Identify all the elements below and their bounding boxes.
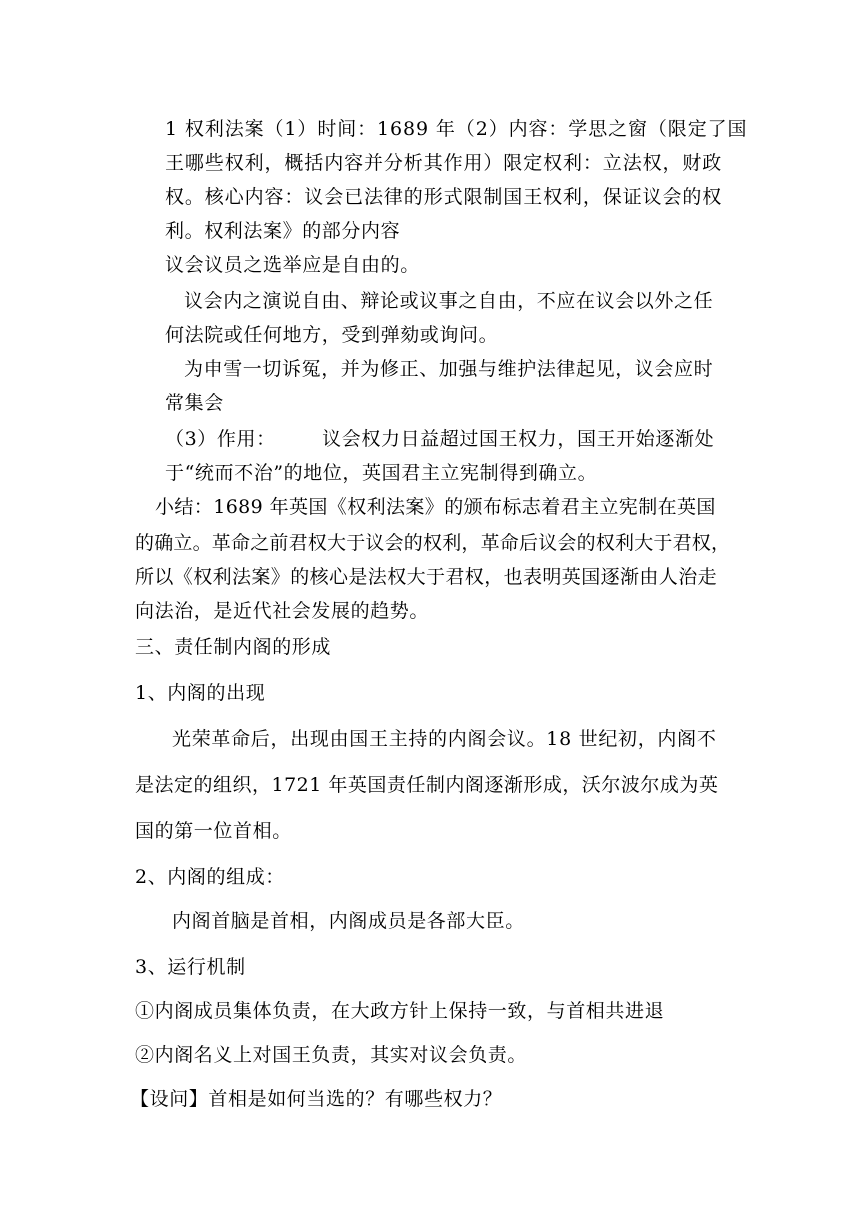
text-line: 光荣革命后，出现由国王主持的内阁会议。18 世纪初，内阁不 bbox=[172, 728, 717, 750]
text-line: 何法院或任何地方，受到弹劾或询问。 bbox=[165, 324, 499, 346]
text-line: 是法定的组织，1721 年英国责任制内阁逐渐形成，沃尔波尔成为英 bbox=[135, 774, 719, 796]
text-line: 内阁首脑是首相，内阁成员是各部大臣。 bbox=[172, 910, 525, 932]
text-line: 权。核心内容：议会已法律的形式限制国王权利，保证议会的权 bbox=[165, 186, 723, 208]
subsection-heading: 3、运行机制 bbox=[135, 956, 246, 978]
text-line: 的确立。革命之前君权大于议会的权利，革命后议会的权利大于君权， bbox=[135, 532, 731, 554]
text-line: 国的第一位首相。 bbox=[135, 820, 292, 842]
text-line: 常集会 bbox=[165, 392, 224, 414]
text-line: （3）作用： 议会权力日益超过国王权力，国王开始逐渐处 bbox=[165, 428, 715, 450]
text-line: 所以《权利法案》的核心是法权大于君权，也表明英国逐渐由人治走 bbox=[135, 566, 718, 588]
section-heading: 三、责任制内阁的形成 bbox=[135, 636, 332, 658]
question-line: 【设问】首相是如何当选的？有哪些权力？ bbox=[130, 1088, 503, 1110]
subsection-heading: 2、内阁的组成： bbox=[135, 866, 285, 888]
text-line: 议会内之演说自由、辩论或议事之自由，不应在议会以外之任 bbox=[184, 290, 714, 312]
text-line: 王哪些权利，概括内容并分析其作用）限定权利：立法权，财政 bbox=[165, 152, 723, 174]
list-item: ②内阁名义上对国王负责，其实对议会负责。 bbox=[135, 1044, 528, 1066]
text-line: 向法治，是近代社会发展的趋势。 bbox=[135, 600, 430, 622]
subsection-heading: 1、内阁的出现 bbox=[135, 682, 266, 704]
text-line: 1 权利法案（1）时间：1689 年（2）内容：学思之窗（限定了国 bbox=[165, 118, 748, 140]
text-line: 议会议员之选举应是自由的。 bbox=[165, 254, 420, 276]
text-line: 为申雪一切诉冤，并为修正、加强与维护法律起见，议会应时 bbox=[184, 358, 714, 380]
list-item: ①内阁成员集体负责，在大政方针上保持一致，与首相共进退 bbox=[135, 1000, 665, 1022]
text-line: 利。权利法案》的部分内容 bbox=[165, 220, 401, 242]
text-line: 小结：1689 年英国《权利法案》的颁布标志着君主立宪制在英国 bbox=[155, 496, 716, 518]
text-line: 于“统而不治”的地位，英国君主立宪制得到确立。 bbox=[165, 462, 598, 484]
